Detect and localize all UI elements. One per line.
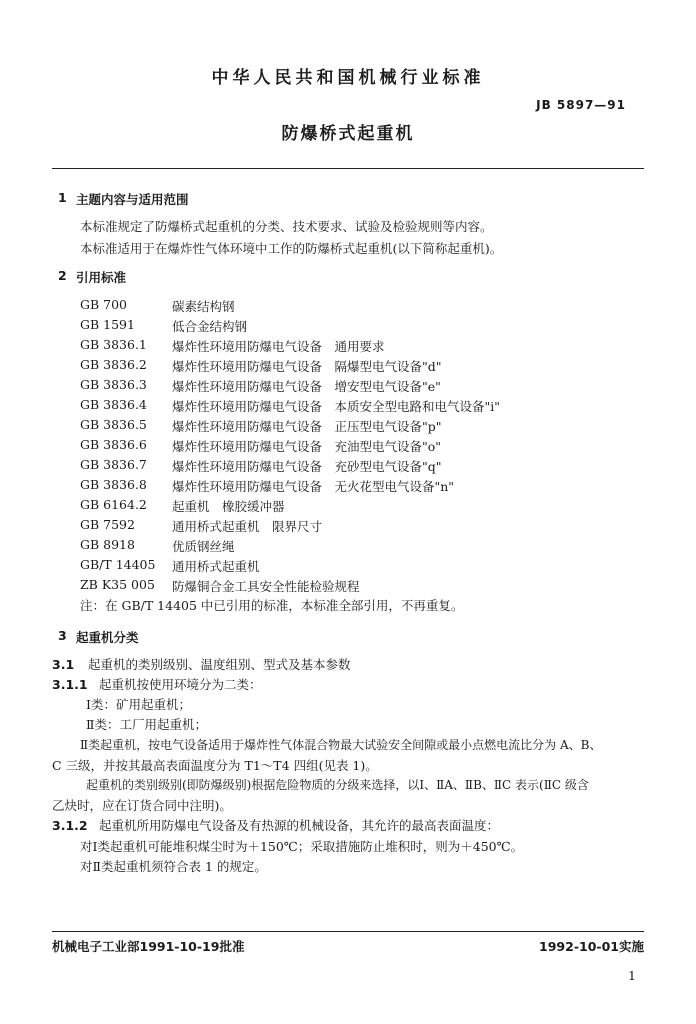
reference-code: GB 6164.2 (80, 497, 147, 512)
section1-number: 1 (58, 190, 67, 205)
clause-3-1-number: 3.1 (52, 657, 75, 672)
header-rule (52, 168, 644, 169)
reference-code: GB 3836.2 (80, 357, 147, 372)
standard-number: JB 5897—91 (536, 98, 626, 112)
reference-name: 爆炸性环境用防爆电气设备 正压型电气设备"p" (172, 419, 442, 434)
reference-name: 通用桥式起重机 限界尺寸 (172, 519, 323, 534)
implementation-date: 1992-10-01实施 (539, 939, 644, 954)
reference-name: 优质钢丝绳 (172, 539, 235, 554)
section2-number: 2 (58, 268, 67, 283)
reference-code: GB 3836.3 (80, 377, 147, 392)
reference-name: 爆炸性环境用防爆电气设备 通用要求 (172, 339, 385, 354)
reference-code: GB 3836.7 (80, 457, 147, 472)
reference-code: GB 3836.1 (80, 337, 147, 352)
reference-code: GB 3836.5 (80, 417, 147, 432)
reference-name: 低合金结构钢 (172, 319, 248, 334)
reference-code: GB 3836.8 (80, 477, 147, 492)
class-2-paragraph-line-1: Ⅱ类起重机，按电气设备适用于爆炸性气体混合物最大试验安全间隙或最小点燃电流比分为 A、B、 (80, 738, 602, 752)
organization-title: 中华人民共和国机械行业标准 (211, 68, 485, 88)
class-2-item: Ⅱ类：工厂用起重机； (86, 717, 207, 732)
reference-name: 防爆铜合金工具安全性能检验规程 (172, 579, 360, 594)
document-title: 防爆桥式起重机 (281, 124, 415, 144)
reference-code: ZB K35 005 (80, 577, 155, 592)
section1-heading: 主题内容与适用范围 (76, 192, 189, 207)
section3-heading: 起重机分类 (76, 630, 139, 645)
reference-code: GB 700 (80, 297, 128, 312)
approval-line: 机械电子工业部1991-10-19批准 (52, 939, 245, 954)
reference-code: GB 3836.4 (80, 397, 147, 412)
reference-note: 注：在 GB/T 14405 中已引用的标准，本标准全部引用，不再重复。 (80, 598, 464, 613)
reference-code: GB 1591 (80, 317, 135, 332)
clause-3-1-2-number: 3.1.2 (52, 818, 88, 833)
clause-3-1-2-text: 起重机所用防爆电气设备及有热源的机械设备，其允许的最高表面温度： (99, 818, 500, 833)
reference-name: 爆炸性环境用防爆电气设备 充砂型电气设备"q" (172, 459, 442, 474)
reference-name: 爆炸性环境用防爆电气设备 充油型电气设备"o" (172, 439, 442, 454)
reference-name: 爆炸性环境用防爆电气设备 隔爆型电气设备"d" (172, 359, 442, 374)
category-paragraph-line-1: 起重机的类别级别(即防爆级别)根据危险物质的分级来选择，以Ⅰ、ⅡA、ⅡB、ⅡC 表示(ⅡC 级含 (86, 778, 589, 792)
reference-name: 碳素结构钢 (172, 299, 235, 314)
section2-heading: 引用标准 (76, 270, 127, 285)
section1-paragraph-1: 本标准规定了防爆桥式起重机的分类、技术要求、试验及检验规则等内容。 (80, 219, 493, 234)
reference-code: GB 8918 (80, 537, 135, 552)
reference-name: 爆炸性环境用防爆电气设备 增安型电气设备"e" (172, 379, 441, 394)
clause-3-1-1-text: 起重机按使用环境分为二类： (99, 677, 262, 692)
class-1-item: Ⅰ类：矿用起重机； (86, 697, 191, 712)
reference-code: GB 7592 (80, 517, 135, 532)
category-paragraph-line-2: 乙炔时，应在订货合同中注明)。 (52, 798, 232, 813)
class-2-paragraph-line-2: C 三级，并按其最高表面温度分为 T1～T4 四组(见表 1)。 (52, 758, 378, 773)
section3-number: 3 (58, 628, 67, 643)
temperature-class-2: 对Ⅱ类起重机须符合表 1 的规定。 (80, 859, 267, 874)
page-number: 1 (628, 968, 636, 983)
footer-rule (52, 931, 644, 932)
clause-3-1-1-number: 3.1.1 (52, 677, 88, 692)
reference-name: 爆炸性环境用防爆电气设备 本质安全型电路和电气设备"i" (172, 399, 500, 414)
section1-paragraph-2: 本标准适用于在爆炸性气体环境中工作的防爆桥式起重机(以下简称起重机)。 (80, 241, 503, 256)
reference-code: GB/T 14405 (80, 557, 156, 572)
reference-name: 通用桥式起重机 (172, 559, 260, 574)
clause-3-1-text: 起重机的类别级别、温度组别、型式及基本参数 (88, 657, 351, 672)
temperature-class-1: 对Ⅰ类起重机可能堆积煤尘时为＋150℃；采取措施防止堆积时，则为＋450℃。 (80, 839, 524, 854)
reference-code: GB 3836.6 (80, 437, 147, 452)
reference-name: 爆炸性环境用防爆电气设备 无火花型电气设备"n" (172, 479, 455, 494)
reference-name: 起重机 橡胶缓冲器 (172, 499, 285, 514)
